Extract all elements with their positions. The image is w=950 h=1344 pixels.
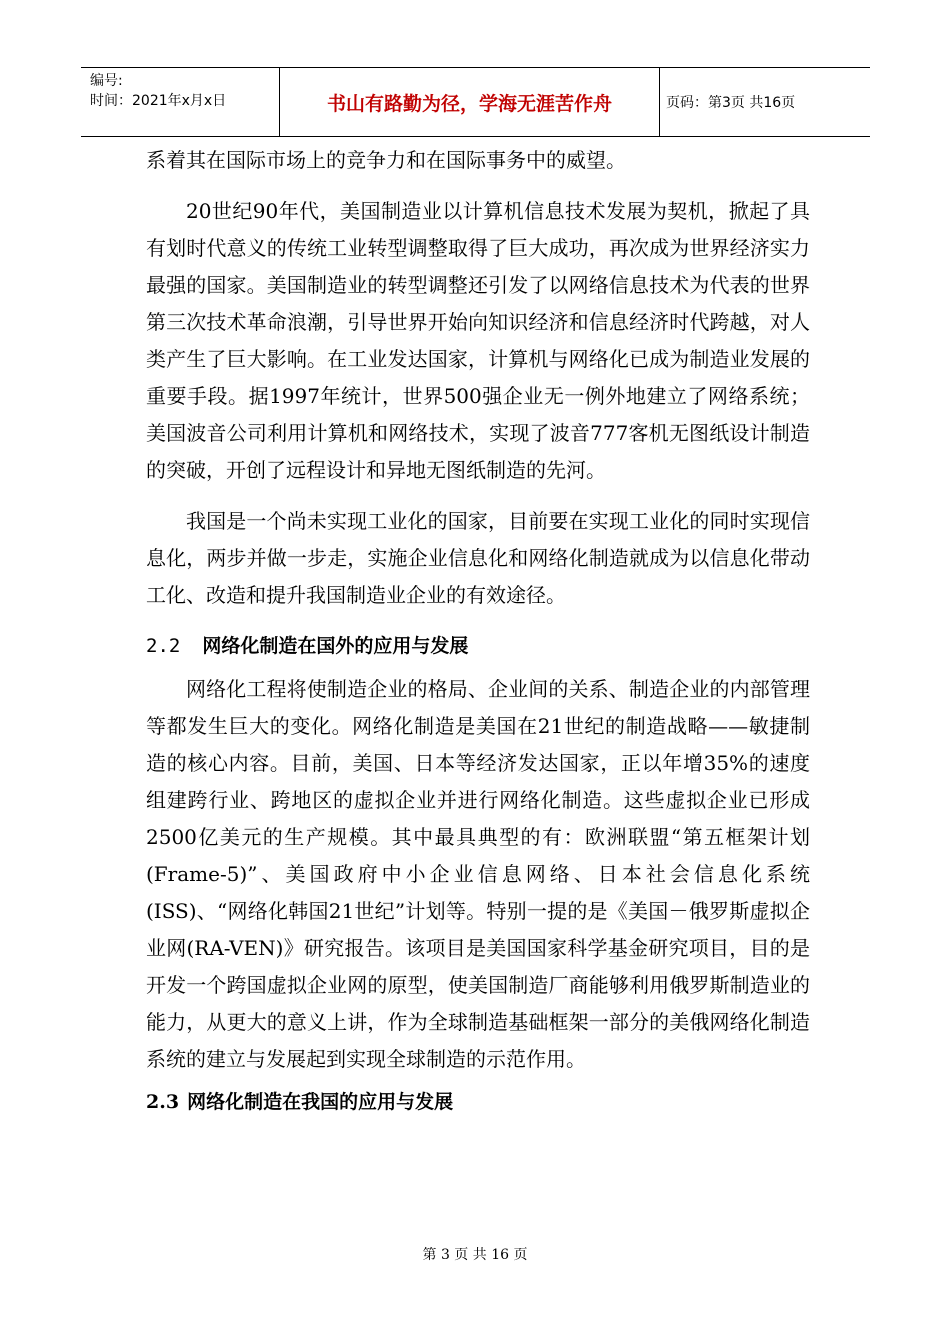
paragraph-1: 系着其在国际市场上的竞争力和在国际事务中的威望。 [146,148,626,172]
section-number: 2.2 [146,635,181,657]
page-header [81,67,870,137]
header-meta [81,68,280,136]
section-number: 2.3 [146,1091,180,1113]
header-motto: 书山有路勤为径，学海无涯苦作舟 [280,68,660,136]
paragraph-2: 20世纪90年代，美国制造业以计算机信息技术发展为契机，掀起了具有划时代意义的传统工业转型调整取得了巨大成功，再次成为世界经济实力最强的国家。美国制造业的转型调整还引发了以网络信息技术为代表的世界第三次技术革命浪潮，引导世界开始向知识经济和信息经济时代跨越，对人类产生了巨大影响。在工业发达国家，计算机与网络化已成为制造业发展的重要手段。据1997年统计，世界500强企业无一例外地建立了网络系统；美国波音公司利用计算机和网络技术，实现了波音777客机无图纸设计制造的突破，开创了远程设计和异地无图纸制造的先河。 [146,199,810,482]
page-footer: 第 3 页 共 16 页 [422,1247,528,1263]
paragraph-3: 我国是一个尚未实现工业化的国家，目前要在实现工业化的同时实现信息化，两步并做一步走，实施企业信息化和网络化制造就成为以信息化带动工化、改造和提升我国制造业企业的有效途径。 [146,509,810,607]
section-title: 网络化制造在国外的应用与发展 [202,635,469,657]
section-heading-2-2 [146,628,810,665]
section-heading-2-3 [146,1084,810,1121]
time-label: 时间：2021年x月x日 [90,93,227,109]
paragraph-4: 网络化工程将使制造企业的格局、企业间的关系、制造企业的内部管理等都发生巨大的变化。网络化制造是美国在21世纪的制造战略——敏捷制造的核心内容。目前，美国、日本等经济发达国家，正以年增35%的速度组建跨行业、跨地区的虚拟企业并进行网络化制造。这些虚拟企业已形成2500亿美元的生产规模。其中最具典型的有：欧洲联盟“第五框架计划(Frame-5)”、美国政府中小企业信息网络、日本社会信息化系统(ISS)、“网络化韩国21世纪”计划等。特别一提的是《美国－俄罗斯虚拟企业网(RA-VEN)》研究报告。该项目是美国国家科学基金研究项目，目的是开发一个跨国虚拟企业网的原型，使美国制造厂商能够利用俄罗斯制造业的能力，从更大的意义上讲，作为全球制造基础框架一部分的美俄网络化制造系统的建立与发展起到实现全球制造的示范作用。 [146,677,810,1071]
header-page-info: 页码：第3页 共16页 [666,95,796,111]
body-content [146,142,810,1121]
serial-label: 编号: [90,73,123,89]
section-title: 网络化制造在我国的应用与发展 [187,1091,454,1113]
